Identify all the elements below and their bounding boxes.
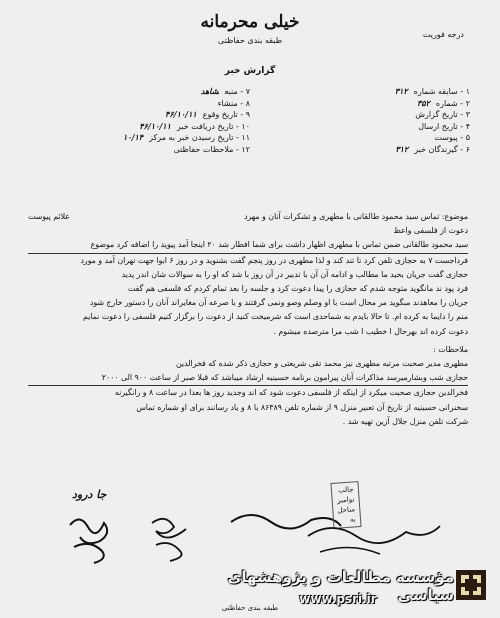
notes-line: حجازی شب وبشارمیرسد مذاکرات آنان پیرامون برنامه حسینیه ارشاد میباشد که قبلا صبر از ساعت ۹۰۰ الی ۲۰۰۰ xyxy=(28,371,468,386)
body-line: سید محمود طالقانی ضمن تماس با مطهری اظهار داشت برای شما افطار شد ۲۰ اینجا آمد پیوید را اضافه کرد موضوع xyxy=(28,238,468,253)
form-row: ۳ - تاریخ گزارش xyxy=(415,110,470,119)
form-row: ۱۰ - تاریخ دریافت خبر۴۶/۱۰/۱۱ xyxy=(139,120,250,131)
body-line: دعوت کرده اند بهرحال ا خطیب ا شب مرا مترصده میشوم . xyxy=(273,326,468,336)
form-row: ۱ - سابقه شماره۳۱۲ xyxy=(394,86,470,96)
form-row: ۹ - تاریخ وقوع۴۶/۱۰/۱۱ xyxy=(165,109,250,119)
subject-line: موضوع: تماس سید محمود طالقانی با مطهری و تشکرات آنان و مهرد علائم پیوست xyxy=(28,210,468,224)
form-fields-left xyxy=(40,86,250,155)
body-line: فرداجست ۷ به حجازی تلفن کرد تا تند کند و لذا مطهری در روز پنجم گفت بشنوید و در روز ۶ ابوا جهت تهران آمد و مورد xyxy=(80,255,468,265)
margin-note: جا درود xyxy=(72,488,107,501)
classification-subtitle: طبقه بندی حفاظتی xyxy=(217,36,283,45)
watermark-url[interactable]: www.psri.ir xyxy=(299,592,377,606)
form-row: ۴ - تاریخ ارسال xyxy=(418,121,470,131)
attachment-label: علائم پیوست xyxy=(28,212,70,221)
form-fields-right xyxy=(260,86,470,155)
form-row: ۷ - منبعشاهد xyxy=(200,86,250,96)
signature-right xyxy=(300,518,450,562)
form-row: ۸ - منشاء xyxy=(217,98,250,108)
body-line: فرد پود ند مانگوید متوجه شدم که حجازی را پیدا دعوت کرد و جلسه را بعد تمام کردم که فلسفی هم گفت xyxy=(127,284,468,294)
report-body xyxy=(28,210,468,429)
form-row: ۱۱ - تاریخ رسیدن خبر به مرکز۱۰/۱۴ xyxy=(122,132,250,142)
report-title: گزارش خبر xyxy=(224,66,276,76)
routing-stamp: جالب نوامبر ساحل به xyxy=(330,481,361,529)
body-line: دعوت از فلسفی واعظ xyxy=(393,226,468,236)
signature-middle xyxy=(138,505,218,575)
notes-line: مطهری مدیر صحبت مرتبه مطهری نیز محمد تقی شریعتی و حجازی ذکر شده که فخرالدین xyxy=(175,359,468,369)
notes-line: سخنرانی حسینیه از تاریخ آن تعبیر منزل ۹ از شماره تلفن ۸۶۳۸۹ با ۸ و یاد رسانند برای او شماره تماس xyxy=(136,402,468,412)
form-row: ۱۲ - ملاحظات حفاظتی xyxy=(173,144,250,154)
notes-line: شرکت تلفن منزل جلال آزین تهیه شد . xyxy=(342,416,468,426)
body-line: حجازی گفت جریان بحید ما مطالب و ادامه آن آن با تدبیر در آن روز با شد که او را به سوالات شان اندر پدید xyxy=(121,269,468,279)
form-row: ۲ - شماره۳۵۲ xyxy=(417,97,470,108)
classification-title: خیلی محرمانه xyxy=(200,12,300,32)
psri-logo-icon xyxy=(456,570,486,600)
body-line: منم را دایما به کرده ام. تا حالا بایدم به شماحدی است که شرمیخت کنید از دعوت را برگزار کنیم فلسفی را دعوت نمایم xyxy=(82,312,468,322)
priority-label: درجه فوریت xyxy=(422,30,464,39)
notes-line: فخرالدین حجازی صحبت میکرد از اینکه از فلسفی دعوت شود که اند وجدید روز ها بعدا در ساعت ۸ و رانگیرنه xyxy=(114,388,468,398)
notes-heading: ملاحظات : xyxy=(433,344,468,354)
watermark-org: مؤسسه مطالعات و پژوهشهای سیاسی xyxy=(227,568,454,604)
footer-classification: طبقه بندی حفاظتی xyxy=(221,604,279,612)
signature-left xyxy=(60,505,140,575)
form-row: ۵ - پیوست xyxy=(434,133,470,142)
body-line: جریان را معاهدند مبگوید مر محال است با او وصلم وصو ونمی گرفتند و با صرعه آن مغایراند آنان را دستور خارج شود xyxy=(89,298,468,308)
form-row: ۶ - گیرندگان خبر۳۱۲ xyxy=(395,143,470,154)
